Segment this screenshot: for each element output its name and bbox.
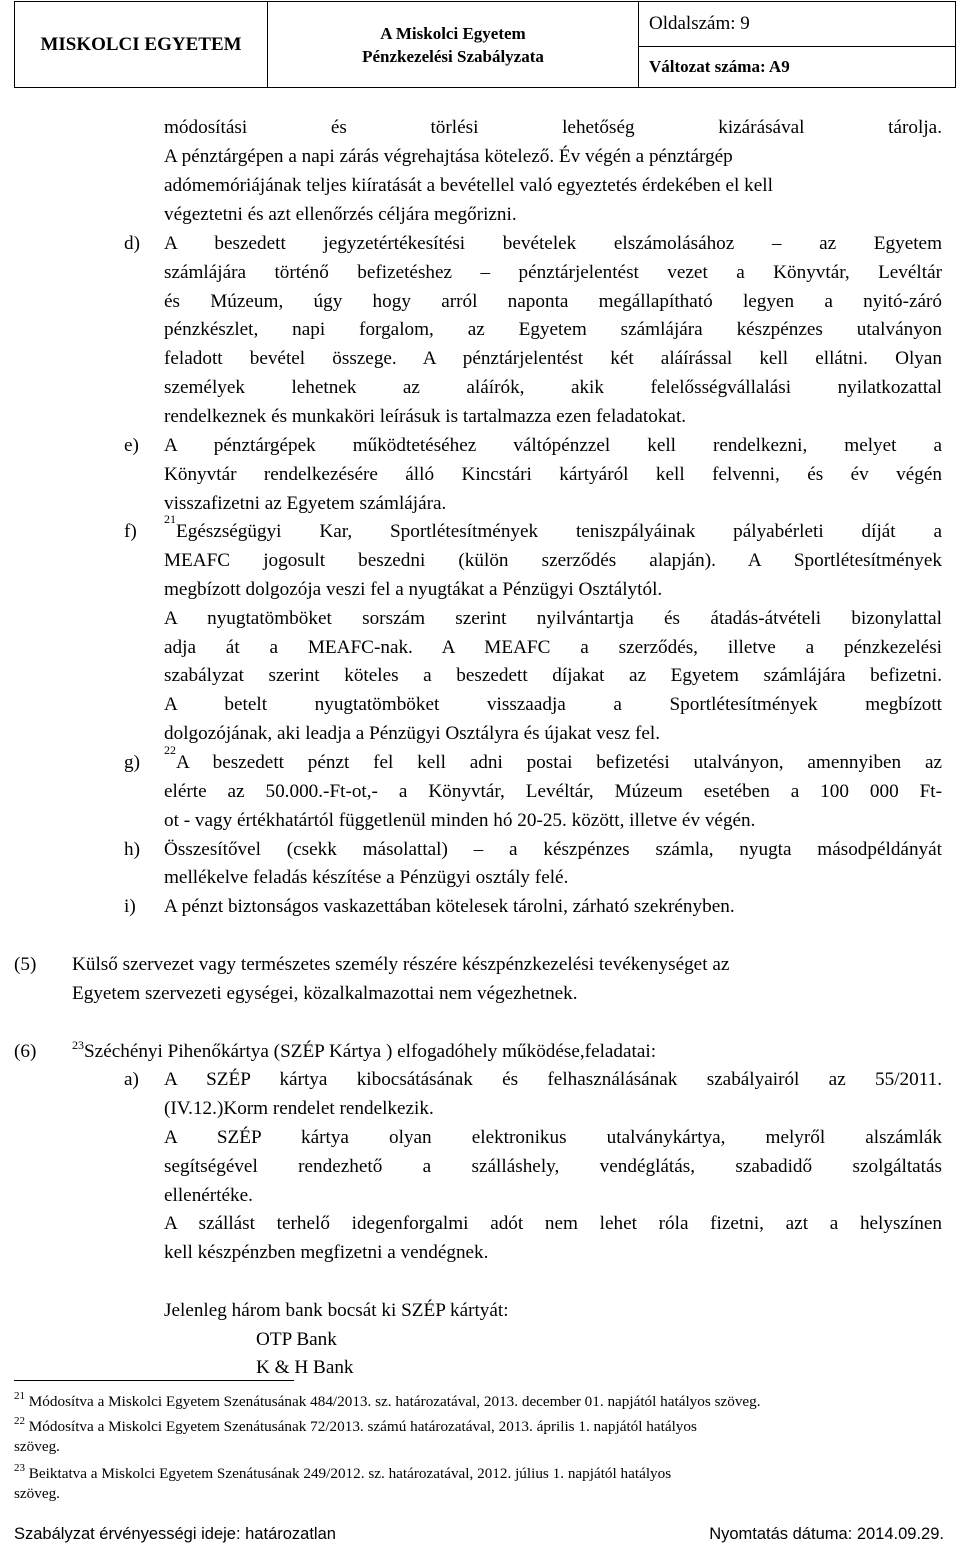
print-date: Nyomtatás dátuma: 2014.09.29.: [709, 1525, 944, 1543]
para-6-item-a-label: a): [124, 1069, 139, 1090]
item-e-line: visszafizetni az Egyetem számlájára.: [164, 493, 447, 514]
banks-intro: Jelenleg három bank bocsát ki SZÉP kártyát:: [164, 1300, 509, 1321]
footnote-22: [14, 1414, 697, 1436]
intro-line: A pénztárgépen a napi zárás végrehajtása kötelező. Év végén a pénztárgép: [164, 146, 733, 167]
footnote-separator: [14, 1380, 294, 1381]
footnote-number: 22: [14, 1414, 25, 1427]
footnote-23: [14, 1461, 672, 1483]
item-f-first-line: [164, 512, 942, 544]
item-g-first-text: A beszedett pénzt fel kell adni postai befizetési utalványon, amennyiben az: [176, 752, 942, 773]
intro-line: adómemóriájának teljes kiíratását a bevétellel való egyeztetés érdekében el kell: [164, 175, 773, 196]
para-6-item-a-line: A SZÉP kártya kibocsátásának és felhasználásának szabályairól az 55/2011.: [164, 1069, 942, 1090]
footnote-text: Módosítva a Miskolci Egyetem Szenátusának 72/2013. számú határozatával, 2013. április 1. napjától hatályos: [28, 1418, 697, 1435]
university-name: MISKOLCI EGYETEM: [15, 2, 268, 88]
item-e-line: Könyvtár rendelkezésére álló Kincstári kártyáról kell felvenni, és év végén: [164, 464, 942, 485]
item-g-line: elérte az 50.000.-Ft-ot,- a Könyvtár, Levéltár, Múzeum esetében a 100 000 Ft-: [164, 781, 942, 802]
footnote-21: [14, 1389, 761, 1411]
item-d-label: d): [124, 233, 140, 254]
item-e-line: A pénztárgépek működtetéséhez váltópénzzel kell rendelkezni, melyet a: [164, 435, 942, 456]
para-5-label: (5): [14, 954, 37, 975]
item-i-label: i): [124, 896, 136, 917]
para-6-label: (6): [14, 1041, 37, 1062]
validity-text: Szabályzat érvényességi ideje: határozatlan: [14, 1525, 336, 1543]
para-6-item-a-line: A szállást terhelő idegenforgalmi adót nem lehet róla fizetni, azt a helyszínen: [164, 1213, 942, 1234]
item-f-first-text: Egészségügyi Kar, Sportlétesítmények teniszpályáinak pályabérleti díját a: [176, 521, 942, 542]
document-title: [268, 2, 639, 88]
para-6-item-a-line: ellenértéke.: [164, 1185, 253, 1206]
item-d-line: feladott bevétel összege. A pénztárjelentést két aláírással kell ellátni. Olyan: [164, 348, 942, 369]
item-d-line: számlájára történő befizetéshez – pénztárjelentést vezet a Könyvtár, Levéltár: [164, 262, 942, 283]
para-6-item-a-line: (IV.12.)Korm rendelet rendelkezik.: [164, 1098, 434, 1119]
item-h-label: h): [124, 839, 140, 860]
footnote-text: Beiktatva a Miskolci Egyetem Szenátusának 249/2012. sz. határozatával, 2012. július 1. napjától hatályos: [28, 1465, 672, 1482]
para-6-first-line: [72, 1037, 657, 1064]
bank-item: K & H Bank: [256, 1357, 354, 1378]
footnote-text: Módosítva a Miskolci Egyetem Szenátusának 484/2013. sz. határozatával, 2013. december 01. napjától hatályos szöveg.: [28, 1393, 761, 1410]
document-title-line2: Pénzkezelési Szabályzata: [362, 46, 544, 66]
footnote-ref-21[interactable]: 21: [164, 512, 176, 526]
item-f-line: A betelt nyugtatömböket visszaadja a Sportlétesítmények megbízott: [164, 694, 942, 715]
para-5-line: Külső szervezet vagy természetes személy részére készpénzkezelési tevékenységet az: [72, 954, 730, 975]
item-f-line: dolgozójának, aki leadja a Pénzügyi Osztályra és újakat vesz fel.: [164, 723, 661, 744]
item-f-line: A nyugtatömböket sorszám szerint nyilvántartja és átadás-átvételi bizonylattal: [164, 608, 942, 629]
intro-line: végeztetni és azt ellenőrzés céljára megőrizni.: [164, 204, 517, 225]
item-d-line: személyek lehetnek az aláírók, akik felelősségvállalási nyilatkozattal: [164, 377, 942, 398]
para-6-item-a-line: kell készpénzben megfizetni a vendégnek.: [164, 1242, 489, 1263]
footnote-ref-22[interactable]: 22: [164, 743, 176, 757]
item-f-line: megbízott dolgozója veszi fel a nyugtákat a Pénzügyi Osztálytól.: [164, 579, 663, 600]
item-d-line: pénzkészlet, napi forgalom, az Egyetem számlájára készpénzes utalványon: [164, 319, 942, 340]
bank-item: OTP Bank: [256, 1329, 337, 1350]
footnote-number: 23: [14, 1461, 25, 1474]
item-f-label: f): [124, 521, 137, 542]
item-f-line: szabályzat szerint köteles a beszedett díjakat az Egyetem számlájára befizetni.: [164, 665, 942, 686]
para-5-line: Egyetem szervezeti egységei, közalkalmazottai nem végezhetnek.: [72, 983, 578, 1004]
footnote-23-continued: szöveg.: [14, 1485, 60, 1502]
item-g-line: ot - vagy értékhatártól függetlenül minden hó 20-25. között, illetve év végén.: [164, 810, 756, 831]
intro-line: módosítási és törlési lehetőség kizárásával tárolja.: [164, 117, 942, 138]
para-6-item-a-line: segítségével rendezhető a szálláshely, vendéglátás, szabadidő szolgáltatás: [164, 1156, 942, 1177]
item-e-label: e): [124, 435, 139, 456]
item-g-label: g): [124, 752, 140, 773]
footnote-ref-23[interactable]: 23: [72, 1037, 84, 1052]
footnote-number: 21: [14, 1389, 25, 1402]
item-h-line: Összesítővel (csekk másolattal) – a készpénzes számla, nyugta másodpéldányát: [164, 839, 942, 860]
item-f-line: adja át a MEAFC-nak. A MEAFC a szerződés, illetve a pénzkezelési: [164, 637, 942, 658]
item-g-first-line: [164, 743, 942, 775]
document-title-line1: A Miskolci Egyetem: [380, 23, 526, 43]
version-number: Változat száma: A9: [639, 47, 956, 88]
footnote-22-continued: szöveg.: [14, 1438, 60, 1455]
item-i-line: A pénzt biztonságos vaskazettában kötelesek tárolni, zárható szekrényben.: [164, 896, 735, 917]
item-d-line: A beszedett jegyzetértékesítési bevételek elszámolásához – az Egyetem: [164, 233, 942, 254]
item-f-line: MEAFC jogosult beszedni (külön szerződés alapján). A Sportlétesítmények: [164, 550, 942, 571]
document-header: [14, 1, 956, 88]
para-6-heading: Széchényi Pihenőkártya (SZÉP Kártya ) elfogadóhely működése,feladatai:: [84, 1041, 657, 1062]
item-d-line: és Múzeum, úgy hogy arról naponta megállapítható legyen a nyitó-záró: [164, 291, 942, 312]
item-d-line: rendelkeznek és munkaköri leírásuk is tartalmazza ezen feladatokat.: [164, 406, 687, 427]
page-number: Oldalszám: 9: [639, 2, 956, 47]
para-6-item-a-line: A SZÉP kártya olyan elektronikus utalványkártya, melyről alszámlák: [164, 1127, 942, 1148]
item-h-line: mellékelve feladás készítése a Pénzügyi osztály felé.: [164, 867, 569, 888]
